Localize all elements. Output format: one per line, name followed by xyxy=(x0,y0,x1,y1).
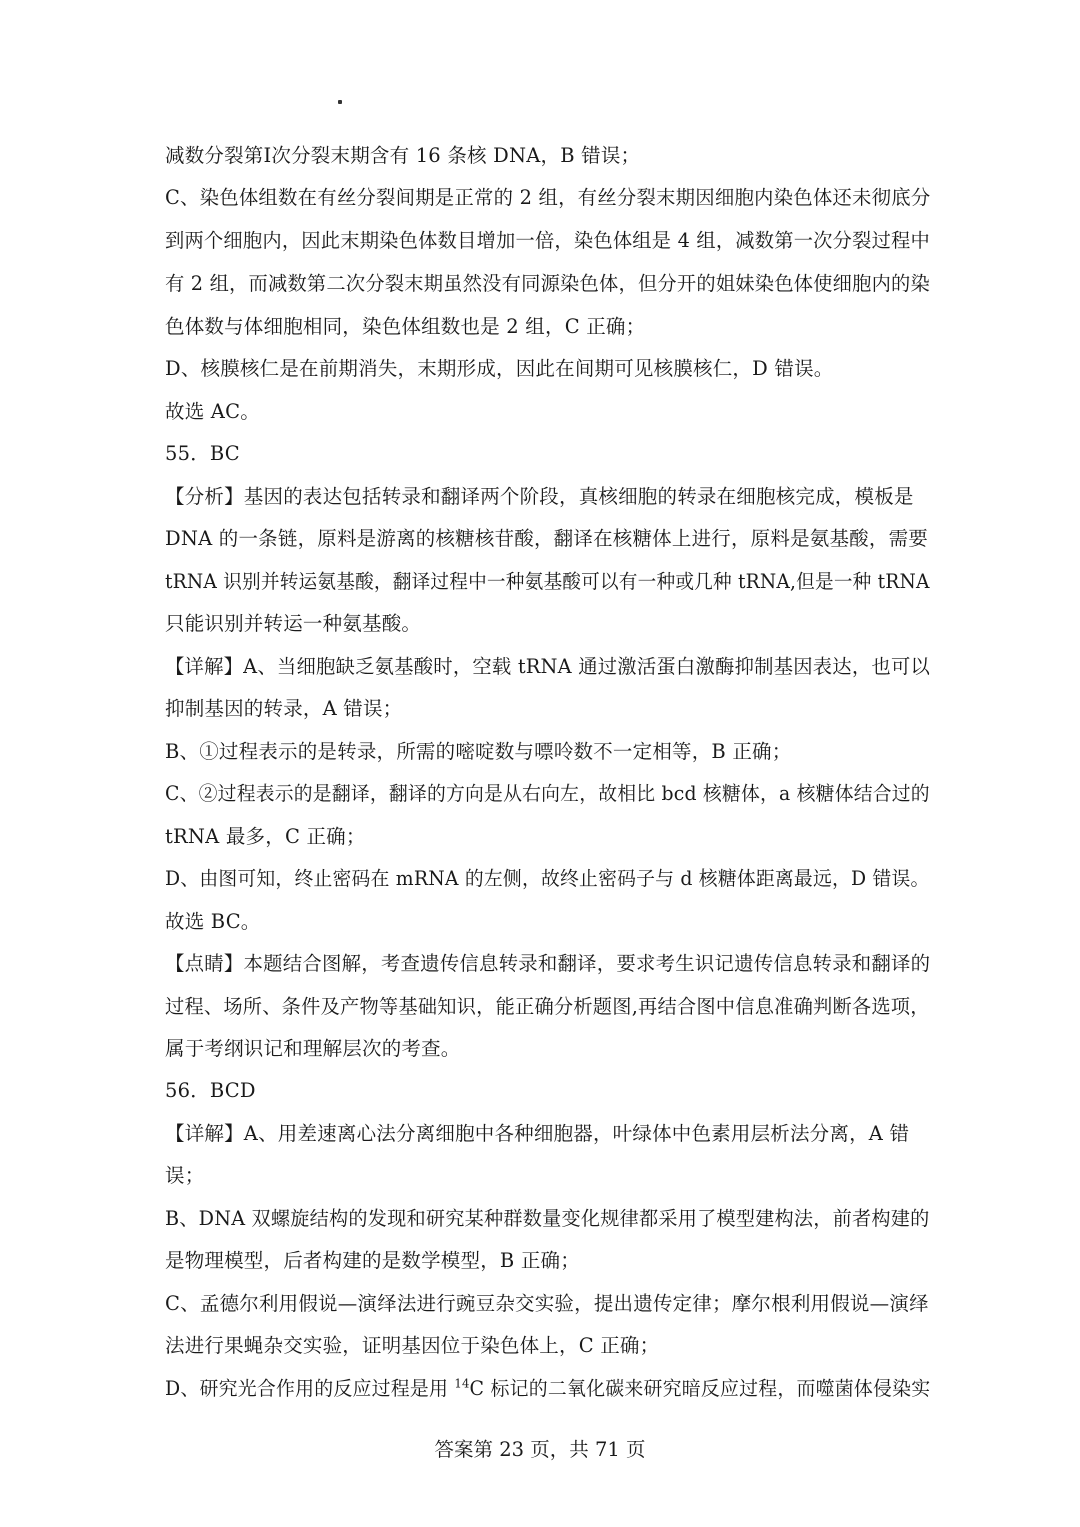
question-number: 56．BCD xyxy=(165,1079,256,1102)
text-line: 【点睛】本题结合图解，考查遗传信息转录和翻译，要求考生识记遗传信息转录和翻译的 xyxy=(165,952,931,975)
text-line: tRNA 识别并转运氨基酸，翻译过程中一种氨基酸可以有一种或几种 tRNA,但是一种 tRNA xyxy=(165,570,930,593)
text-segment: C 标记的二氧化碳来研究暗反应过程，而噬菌体侵染实 xyxy=(469,1377,931,1400)
text-line: 故选 BC。 xyxy=(165,910,261,933)
text-segment: D、研究光合作用的反应过程是用 xyxy=(165,1377,455,1400)
text-line: 只能识别并转运一种氨基酸。 xyxy=(165,612,422,635)
text-line: 误； xyxy=(165,1164,205,1187)
text-line: 法进行果蝇杂交实验，证明基因位于染色体上，C 正确； xyxy=(165,1334,660,1357)
text-line: 有 2 组，而减数第二次分裂末期虽然没有同源染色体，但分开的姐妹染色体使细胞内的染 xyxy=(165,272,931,295)
text-line: D、核膜核仁是在前期消失，末期形成，因此在间期可见核膜核仁，D 错误。 xyxy=(165,357,834,380)
text-line xyxy=(165,1375,930,1403)
text-line: DNA 的一条链，原料是游离的核糖核苷酸，翻译在核糖体上进行，原料是氨基酸，需要 xyxy=(165,527,928,550)
scan-mark xyxy=(338,100,342,104)
text-line: 【分析】基因的表达包括转录和翻译两个阶段，真核细胞的转录在细胞核完成，模板是 xyxy=(165,485,914,508)
superscript: 14 xyxy=(454,1376,470,1391)
text-line: C、孟德尔利用假说—演绎法进行豌豆杂交实验，提出遗传定律；摩尔根利用假说—演绎 xyxy=(165,1292,929,1315)
question-number: 55．BC xyxy=(165,442,240,465)
text-line: B、DNA 双螺旋结构的发现和研究某种群数量变化规律都采用了模型建构法，前者构建的 xyxy=(165,1207,930,1230)
text-line: C、②过程表示的是翻译，翻译的方向是从右向左，故相比 bcd 核糖体，a 核糖体结合过的 xyxy=(165,782,930,805)
text-line: 色体数与体细胞相同，染色体组数也是 2 组，C 正确； xyxy=(165,315,646,338)
text-line: D、由图可知，终止密码在 mRNA 的左侧，故终止密码子与 d 核糖体距离最远，D 错误。 xyxy=(165,867,930,890)
text-line: 抑制基因的转录，A 错误； xyxy=(165,697,403,720)
text-line: B、①过程表示的是转录，所需的嘧啶数与嘌呤数不一定相等，B 正确； xyxy=(165,740,792,763)
text-line: 属于考纲识记和理解层次的考查。 xyxy=(165,1037,461,1060)
page-footer: 答案第 23 页，共 71 页 xyxy=(434,1438,646,1461)
text-line: 减数分裂第Ⅰ次分裂末期含有 16 条核 DNA，B 错误； xyxy=(165,144,641,167)
text-line: 过程、场所、条件及产物等基础知识，能正确分析题图,再结合图中信息准确判断各选项， xyxy=(165,995,930,1018)
text-line: 【详解】A、用差速离心法分离细胞中各种细胞器，叶绿体中色素用层析法分离，A 错 xyxy=(165,1122,910,1145)
text-line: 【详解】A、当细胞缺乏氨基酸时，空载 tRNA 通过激活蛋白激酶抑制基因表达，也可以 xyxy=(165,655,931,678)
text-line: 到两个细胞内，因此末期染色体数目增加一倍，染色体组是 4 组，减数第一次分裂过程中 xyxy=(165,229,931,252)
text-line: 是物理模型，后者构建的是数学模型，B 正确； xyxy=(165,1249,580,1272)
text-line: C、染色体组数在有丝分裂间期是正常的 2 组，有丝分裂末期因细胞内染色体还未彻底分 xyxy=(165,186,931,209)
text-line: tRNA 最多，C 正确； xyxy=(165,825,366,848)
text-line: 故选 AC。 xyxy=(165,400,260,423)
